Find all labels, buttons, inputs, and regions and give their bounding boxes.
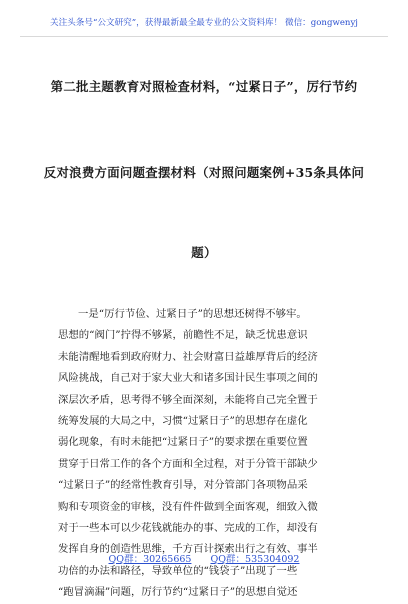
qq-group-2: QQ群：535304092 bbox=[210, 554, 300, 565]
watermark-footer bbox=[0, 550, 408, 570]
body-line: 一是“厉行节俭、过紧日子”的思想还树得不够牢。 bbox=[78, 308, 307, 320]
body-line: 统筹发展的大局之中，习惯“过紧日子”的思想存在虚化 bbox=[58, 415, 308, 428]
body-line: 深层次矛盾，思考得不够全面深刻，未能将自己完全置于 bbox=[58, 393, 318, 406]
body-line: 功倍的办法和路径，导致单位的“钱袋子”出现了一些 bbox=[58, 564, 298, 577]
body-line: 购和专项资金的审核，没有件件做到全面客观，细致入微 bbox=[58, 500, 318, 513]
title-line-2: 反对浪费方面问题查摆材料（对照问题案例+35条具体问 bbox=[43, 165, 365, 180]
document-title bbox=[40, 62, 368, 278]
title-line-1: 第二批主题教育对照检查材料，“过紧日子”，厉行节约 bbox=[50, 79, 358, 94]
body-line: 思想的“阀门”拧得不够紧，前瞻性不足，缺乏忧患意识 bbox=[58, 329, 308, 342]
body-line: “跑冒滴漏”问题，厉行节约“过紧日子”的思想自觉还 bbox=[58, 586, 298, 599]
body-line: 弱化现象，有时未能把“过紧日子”的要求摆在重要位置 bbox=[58, 436, 308, 449]
title-line-3: 题） bbox=[191, 245, 217, 260]
body-line: “过紧日子”的经常性教育引导，对分管部门各项物品采 bbox=[58, 479, 308, 492]
body-line: 对于一些本可以少花钱就能办的事、完成的工作，却没有 bbox=[58, 522, 318, 535]
body-line: 贯穿于日常工作的各个方面和全过程，对于分管干部缺少 bbox=[58, 457, 318, 470]
body-line: 未能清醒地看到政府财力、社会财富日益雄厚背后的经济 bbox=[58, 350, 318, 363]
qq-group-1: QQ群：30265665 bbox=[108, 554, 192, 565]
body-line: 风险挑战，自己对于家大业大和诸多国计民生事项之间的 bbox=[58, 372, 318, 385]
body-line: 发挥自身的创造性思维，千方百计探索出行之有效、事半 bbox=[58, 543, 318, 556]
watermark-header: 关注头条号“公文研究”，获得最新最全最专业的公文资料库！ 微信：gongwenyj bbox=[20, 10, 388, 37]
